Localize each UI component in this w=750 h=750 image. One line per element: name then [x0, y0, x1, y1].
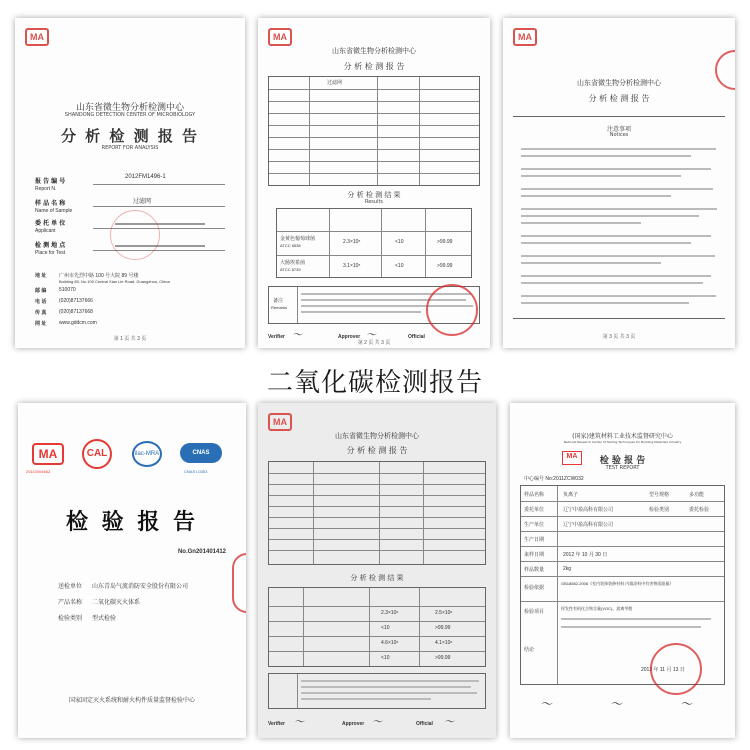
report-title: 检 验 报 告 — [66, 510, 198, 535]
org-name-en: National Research Center of Testing Techniques for Building Materials Industry — [563, 440, 682, 444]
test-report-building-materials — [510, 403, 735, 738]
results-title-en: Results — [364, 199, 384, 205]
page-number: 第 2 页 共 3 页 — [357, 340, 391, 346]
client-value: 山东青岛气流消防安全股份有限公司 — [92, 584, 189, 590]
info-table — [268, 76, 480, 186]
row-label-2: 型号规格 — [649, 492, 670, 498]
cma-code: 2011000466Z — [26, 469, 51, 474]
value-2: 3.1×10⁵ — [343, 263, 361, 269]
report-number: 中心编号 No:2011ZCW032 — [524, 476, 584, 482]
report-title: 分 析 检 测 报 告 — [343, 62, 405, 71]
tel-label: 电 话 — [35, 299, 47, 305]
official-label: Official — [408, 334, 425, 340]
report-no-value: 2012FM1496-1 — [125, 174, 166, 180]
fax-value: (020)87137668 — [59, 309, 93, 315]
result-cell: <10 — [381, 655, 390, 661]
row-label: 来样日期 — [524, 552, 545, 558]
results-table — [276, 208, 472, 278]
product-value: 二氧化碳灭火体系 — [92, 600, 141, 606]
signature: ～ — [610, 697, 623, 711]
web-label: 网 址 — [35, 321, 47, 327]
basis-value: GB18582-2008《室内装饰装修材料 内墙涂料中有害物质限量》 — [561, 581, 674, 586]
report-date: 2012 年 11 月 13 日 — [641, 667, 685, 673]
org-name: 山东省微生物分析检测中心 — [332, 47, 416, 55]
remarks-box — [268, 673, 486, 709]
sample-value: 过滤网 — [327, 80, 343, 86]
cnas-logo-icon: CNAS — [180, 443, 222, 463]
page-number: 第 3 页 共 3 页 — [602, 334, 636, 340]
type-label: 检验类别 — [58, 616, 83, 622]
report-notices-page-3 — [503, 18, 735, 348]
report-no-en: Report N. — [35, 186, 57, 192]
address-label: 地 址 — [35, 273, 47, 279]
verifier-signature: ～ — [292, 330, 302, 341]
official-seal-icon — [650, 643, 702, 695]
cma-logo-icon: MA — [268, 28, 292, 46]
postcode-value: 510070 — [59, 287, 76, 293]
official-seal — [110, 210, 160, 260]
tel-value: (020)87137666 — [59, 298, 93, 304]
address-value: 广州市先烈中路 100 号大院 89 号楼 — [59, 273, 139, 279]
report-title: 分 析 检 测 报 告 — [346, 446, 408, 455]
bacteria-2-en: ATCC 8739 — [280, 267, 301, 272]
remarks-label: 备注 — [273, 298, 284, 304]
notice-title: 注意事项 — [606, 126, 631, 133]
result-cell: 2.5×10⁶ — [435, 610, 453, 616]
place-label: 检 测 地 点 — [35, 242, 66, 249]
bacteria-1: 金黄色葡萄球菌 — [280, 236, 316, 242]
result-cell: <10 — [381, 625, 390, 631]
official-label: Official — [416, 721, 433, 727]
rate-2: >99.99 — [437, 263, 453, 269]
signature: ～ — [540, 697, 553, 711]
org-name: 山东省微生物分析检测中心 — [335, 432, 419, 440]
verifier-label: Verifier — [268, 334, 285, 340]
basis-label: 检验依据 — [524, 585, 545, 591]
approver-signature: ～ — [372, 717, 382, 728]
official-seal-icon — [426, 284, 478, 336]
notice-title-en: Notices — [609, 132, 629, 138]
org-name: (国家)建筑材料工业技术监督研究中心 — [572, 433, 673, 440]
org-name: 山东省微生物分析检测中心 — [75, 103, 184, 113]
row-label: 生产日期 — [524, 537, 545, 543]
issuing-org: 国家固定灭火系统和耐火构件质量监督检验中心 — [68, 697, 195, 704]
row-value: 辽宁中盈高科有限公司 — [563, 507, 614, 513]
fax-label: 传 真 — [35, 310, 47, 316]
value-4: <10 — [395, 263, 404, 269]
approver-label: Approver — [342, 721, 365, 727]
place-label-en: Place for Test — [35, 250, 66, 256]
web-value: www.gddcm.com — [59, 320, 97, 326]
result-cell: 4.1×10⁶ — [435, 640, 453, 646]
report-title: 检 验 报 告 — [599, 456, 646, 466]
results-table — [268, 587, 486, 667]
cma-logo-icon: MA — [32, 443, 64, 465]
results-title: 分 析 检 测 结 果 — [350, 574, 404, 582]
report-title: 分 析 检 测 报 告 — [60, 127, 200, 145]
row-value: 2kg — [563, 566, 572, 572]
sample-value: 过滤网 — [133, 199, 152, 205]
client-label-en: Applicant — [35, 228, 56, 234]
report-no-label: 报 告 编 号 — [35, 178, 66, 185]
bacteria-1-en: ATCC 6538 — [280, 243, 301, 248]
items-value: 挥发性有机化合物含量(VOC)、游离甲醛 — [561, 606, 633, 611]
rate-1: >99.99 — [437, 239, 453, 245]
bacteria-2: 大肠埃希菌 — [280, 260, 306, 266]
conclusion-label: 结论 — [524, 647, 535, 653]
client-label: 送检单位 — [58, 584, 83, 590]
row-label-2: 检验类别 — [649, 507, 670, 513]
row-value-2: 多功能 — [689, 492, 705, 498]
row-label: 样品数量 — [524, 567, 545, 573]
sample-label-en: Name of Sample — [35, 208, 73, 214]
remarks-label-en: Remarks — [271, 305, 288, 310]
approver-label: Approver — [338, 334, 361, 340]
inspection-report-cover — [18, 403, 246, 738]
cma-logo-icon: MA — [25, 28, 49, 46]
edge-seal-icon — [232, 553, 246, 613]
value-1: 2.3×10⁵ — [343, 239, 361, 245]
address-value-en: Building 89, No.100 Central Xian Lie Road, Guangzhou, China — [59, 279, 170, 284]
result-cell: >99.99 — [435, 625, 451, 631]
row-label: 委托单位 — [524, 507, 545, 513]
cma-logo-icon: MA — [513, 28, 537, 46]
report-title-en: REPORT FOR ANALYSIS — [101, 145, 159, 151]
result-cell: 2.3×10⁶ — [381, 610, 399, 616]
result-cell: 4.6×10⁶ — [381, 640, 399, 646]
type-value: 型式检验 — [92, 616, 117, 622]
ccc-logo-icon: CAL — [82, 439, 112, 469]
postcode-label: 邮 编 — [35, 288, 47, 294]
sample-label: 样 品 名 称 — [35, 200, 66, 207]
client-label: 委 托 单 位 — [35, 220, 66, 227]
approver-signature: ～ — [366, 330, 376, 341]
cnas-code: CNAS L0353 — [184, 469, 208, 474]
row-label: 生产单位 — [524, 522, 545, 528]
report-number: No.Gn201401412 — [177, 549, 226, 555]
report-results-page-gray — [258, 403, 496, 738]
row-value-2: 委托检验 — [689, 507, 710, 513]
value-3: <10 — [395, 239, 404, 245]
row-value: 辽宁中盈高科有限公司 — [563, 522, 614, 528]
org-name-en: SHANDONG DETECTION CENTER OF MICROBIOLOGY — [64, 112, 196, 118]
official-signature: ～ — [444, 717, 454, 728]
row-label: 样品名称 — [524, 492, 545, 498]
result-cell: >99.99 — [435, 655, 451, 661]
row-value: 负离子 — [563, 492, 579, 498]
page-number: 第 1 页 共 3 页 — [113, 336, 147, 342]
info-table — [268, 461, 486, 565]
report-title: 分 析 检 测 报 告 — [588, 94, 650, 103]
product-label: 产品名称 — [58, 600, 83, 606]
report-title-en: TEST REPORT — [605, 465, 640, 471]
org-name: 山东省微生物分析检测中心 — [577, 79, 661, 87]
verifier-signature: ～ — [294, 717, 304, 728]
banner-title: 二氧化碳检测报告 — [266, 368, 483, 398]
ilac-mra-logo-icon: ilac-MRA — [132, 441, 162, 467]
items-label: 检验项目 — [524, 609, 545, 615]
cma-logo-icon: MA — [562, 451, 582, 465]
row-value: 2012 年 10 月 30 日 — [563, 552, 608, 558]
verifier-label: Verifier — [268, 721, 285, 727]
cma-logo-icon: MA — [268, 413, 292, 431]
results-title: 分 析 检 测 结 果 — [347, 191, 401, 199]
report-cover-page-1 — [15, 18, 245, 348]
report-results-page-2 — [258, 18, 490, 348]
signature: ～ — [680, 697, 693, 711]
